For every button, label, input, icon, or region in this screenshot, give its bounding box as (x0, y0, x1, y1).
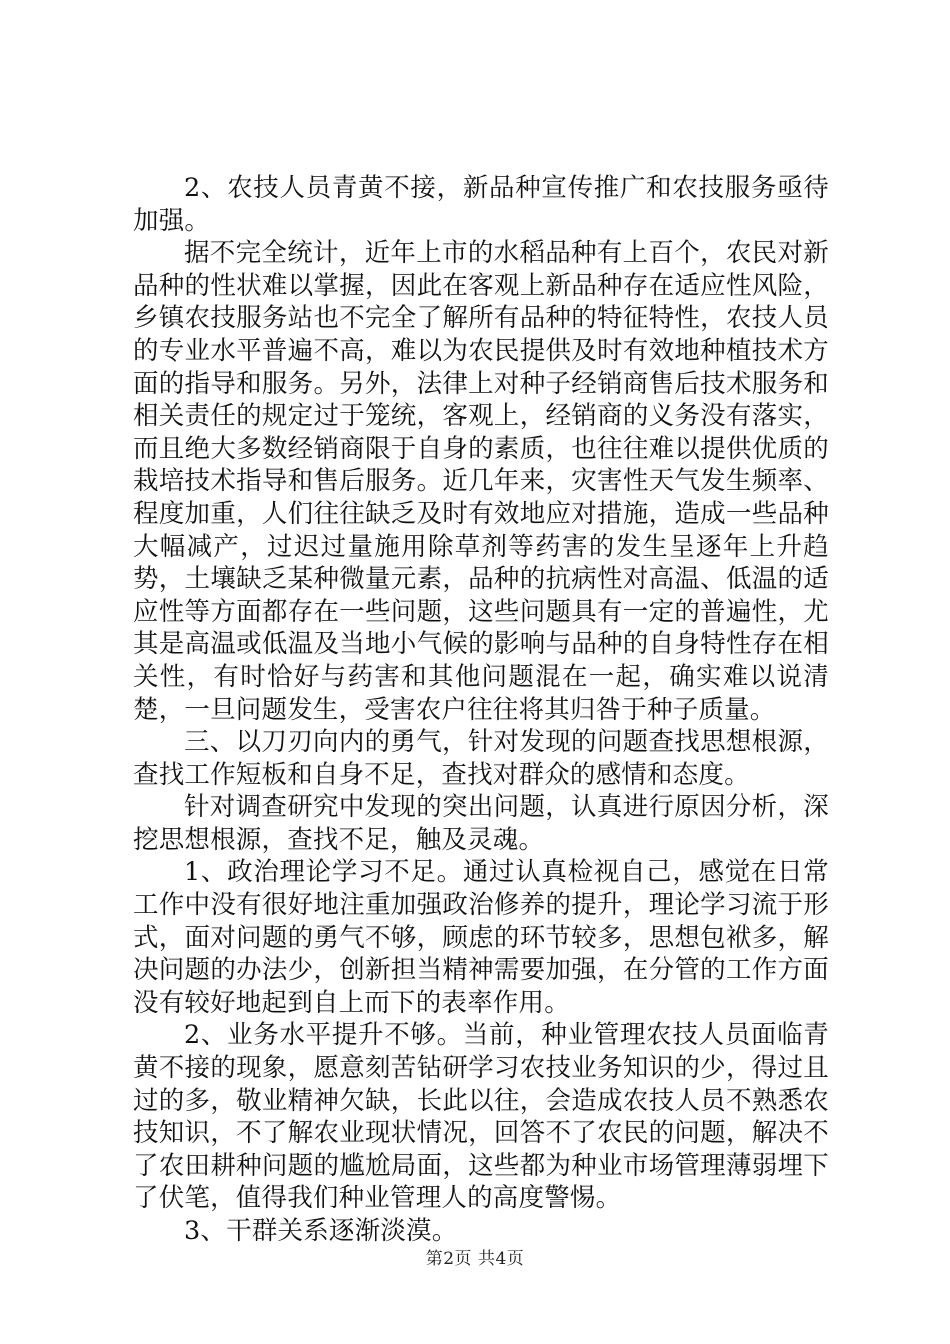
paragraph: 1、政治理论学习不足。通过认真检视自己，感觉在日常工作中没有很好地注重加强政治修养的提升，理论学习流于形式，面对问题的勇气不够，顾虑的环节较多，思想包袱多，解决问题的办法少，创新担当精神需要加强，在分管的工作方面没有较好地起到自上而下的表率作用。 (133, 857, 829, 1018)
paragraph: 2、农技人员青黄不接，新品种宣传推广和农技服务亟待加强。 (133, 173, 829, 236)
paragraph: 3、干群关系逐渐淡漠。 (184, 1216, 458, 1246)
paragraph: 三、以刀刃向内的勇气，针对发现的问题查找思想根源，查找工作短板和自身不足，查找对群众的感情和态度。 (133, 727, 829, 790)
document-body (133, 172, 829, 1248)
page-footer: 第2页 共4页 (425, 1249, 525, 1269)
paragraph: 据不完全统计，近年上市的水稻品种有上百个，农民对新品种的性状难以掌握，因此在客观上新品种存在适应性风险，乡镇农技服务站也不完全了解所有品种的特征特性，农技人员的专业水平普遍不高，难以为农民提供及时有效地种植技术方面的指导和服务。另外，法律上对种子经销商售后技术服务和相关责任的规定过于笼统，客观上，经销商的义务没有落实，而且绝大多数经销商限于自身的素质，也往往难以提供优质的栽培技术指导和售后服务。近几年来，灾害性天气发生频率、程度加重，人们往往缺乏及时有效地应对措施，造成一些品种大幅减产，过迟过量施用除草剂等药害的发生呈逐年上升趋势，土壤缺乏某种微量元素，品种的抗病性对高温、低温的适应性等方面都存在一些问题，这些问题具有一定的普遍性，尤其是高温或低温及当地小气候的影响与品种的自身特性存在相关性，有时恰好与药害和其他问题混在一起，确实难以说清楚，一旦问题发生，受害农户往往将其归咎于种子质量。 (133, 238, 829, 725)
paragraph: 2、业务水平提升不够。当前，种业管理农技人员面临青黄不接的现象，愿意刻苦钻研学习农技业务知识的少，得过且过的多，敬业精神欠缺，长此以往，会造成农技人员不熟悉农技知识，不了解农业现状情况，回答不了农民的问题，解决不了农田耕种问题的尴尬局面，这些都为种业市场管理薄弱埋下了伏笔，值得我们种业管理人的高度警惕。 (133, 1020, 829, 1214)
paragraph: 针对调查研究中发现的突出问题，认真进行原因分析，深挖思想根源，查找不足，触及灵魂。 (133, 792, 829, 855)
